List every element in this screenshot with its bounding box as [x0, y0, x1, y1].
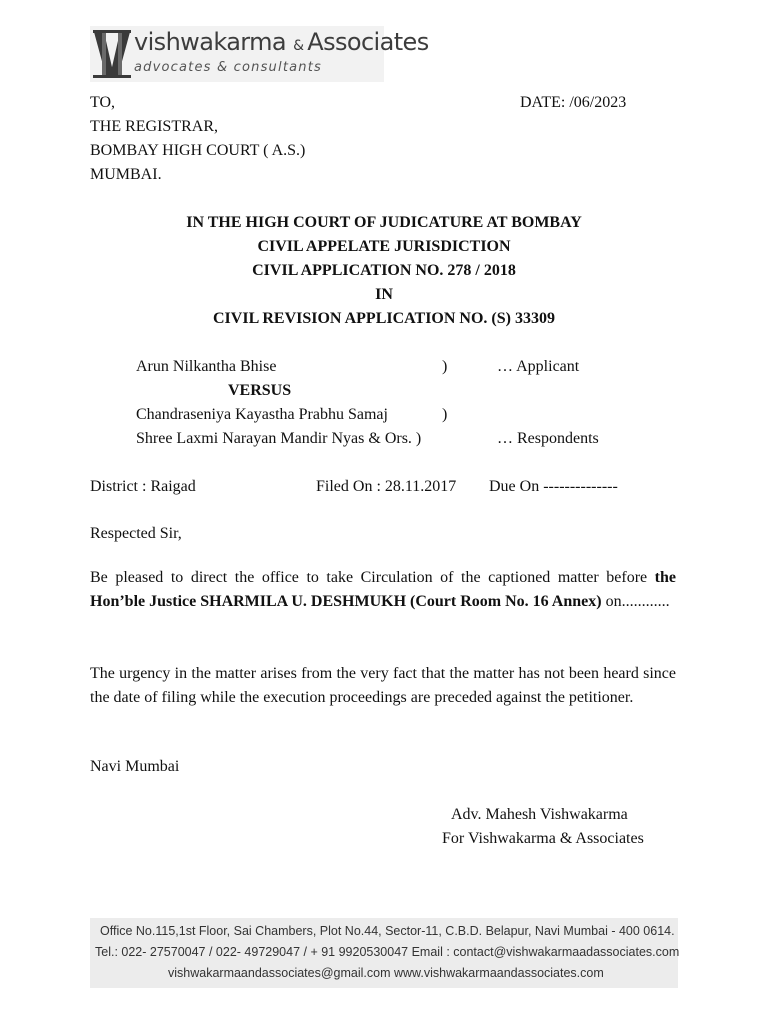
- case-title-line-5: CIVIL REVISION APPLICATION NO. (S) 33309: [213, 310, 555, 327]
- address-line-1: THE REGISTRAR,: [90, 118, 218, 135]
- respondent-role: … Respondents: [497, 430, 599, 447]
- address-line-3: MUMBAI.: [90, 166, 162, 183]
- applicant-bracket: ): [442, 358, 448, 375]
- case-title-line-2: CIVIL APPELATE JURISDICTION: [257, 238, 511, 255]
- signatory-name: Adv. Mahesh Vishwakarma: [451, 806, 628, 823]
- footer-address: Office No.115,1st Floor, Sai Chambers, Plot No.44, Sector-11, C.B.D. Belapur, Navi Mumbai - 400 0614.: [100, 924, 675, 938]
- place: Navi Mumbai: [90, 758, 180, 775]
- applicant-name: Arun Nilkantha Bhise: [136, 358, 277, 375]
- signatory-firm: For Vishwakarma & Associates: [442, 830, 644, 847]
- applicant-role: … Applicant: [497, 358, 580, 375]
- footer-web: vishwakarmaandassociates@gmail.com www.vishwakarmaandassociates.com: [168, 966, 604, 980]
- letterhead-logo: [90, 26, 429, 82]
- district-field: District : Raigad: [90, 478, 196, 495]
- firm-tagline: advocates & consultants: [134, 60, 322, 75]
- letterhead-footer: [90, 918, 678, 988]
- footer-contact: Tel.: 022- 27570047 / 022- 49729047 / + 91 9920530047 Email : contact@vishwakarmaadassociates.com: [95, 945, 680, 959]
- salutation: Respected Sir,: [90, 525, 182, 542]
- respondent-2-name: Shree Laxmi Narayan Mandir Nyas & Ors. ): [136, 430, 422, 447]
- urgency-paragraph: The urgency in the matter arises from the very fact that the matter has not been heard since the date of filing while the execution proceedings are preceded against the petitioner.: [90, 665, 676, 706]
- versus-label: VERSUS: [228, 382, 292, 399]
- request-text-end: on............: [601, 593, 670, 610]
- request-paragraph: [90, 566, 676, 614]
- case-title-line-4: IN: [375, 286, 393, 303]
- respondent-1-name: Chandraseniya Kayastha Prabhu Samaj: [136, 406, 388, 423]
- justice-name: the Hon’ble Justice SHARMILA U. DESHMUKH (Court Room No. 16 Annex): [90, 569, 676, 610]
- case-title-line-3: CIVIL APPLICATION NO. 278 / 2018: [252, 262, 516, 279]
- letter-date: DATE: /06/2023: [520, 94, 627, 111]
- due-on-field: Due On --------------: [489, 478, 618, 495]
- request-text-start: Be pleased to direct the office to take Circulation of the captioned matter before: [90, 569, 655, 586]
- address-to: TO,: [90, 94, 116, 111]
- case-title-line-1: IN THE HIGH COURT OF JUDICATURE AT BOMBAY: [186, 214, 582, 231]
- address-line-2: BOMBAY HIGH COURT ( A.S.): [90, 142, 306, 159]
- filed-on-field: Filed On : 28.11.2017: [316, 478, 457, 495]
- respondent-1-bracket: ): [442, 406, 448, 423]
- firm-name: vishwakarma & Associates: [134, 28, 429, 56]
- firm-monogram-icon: [92, 28, 132, 80]
